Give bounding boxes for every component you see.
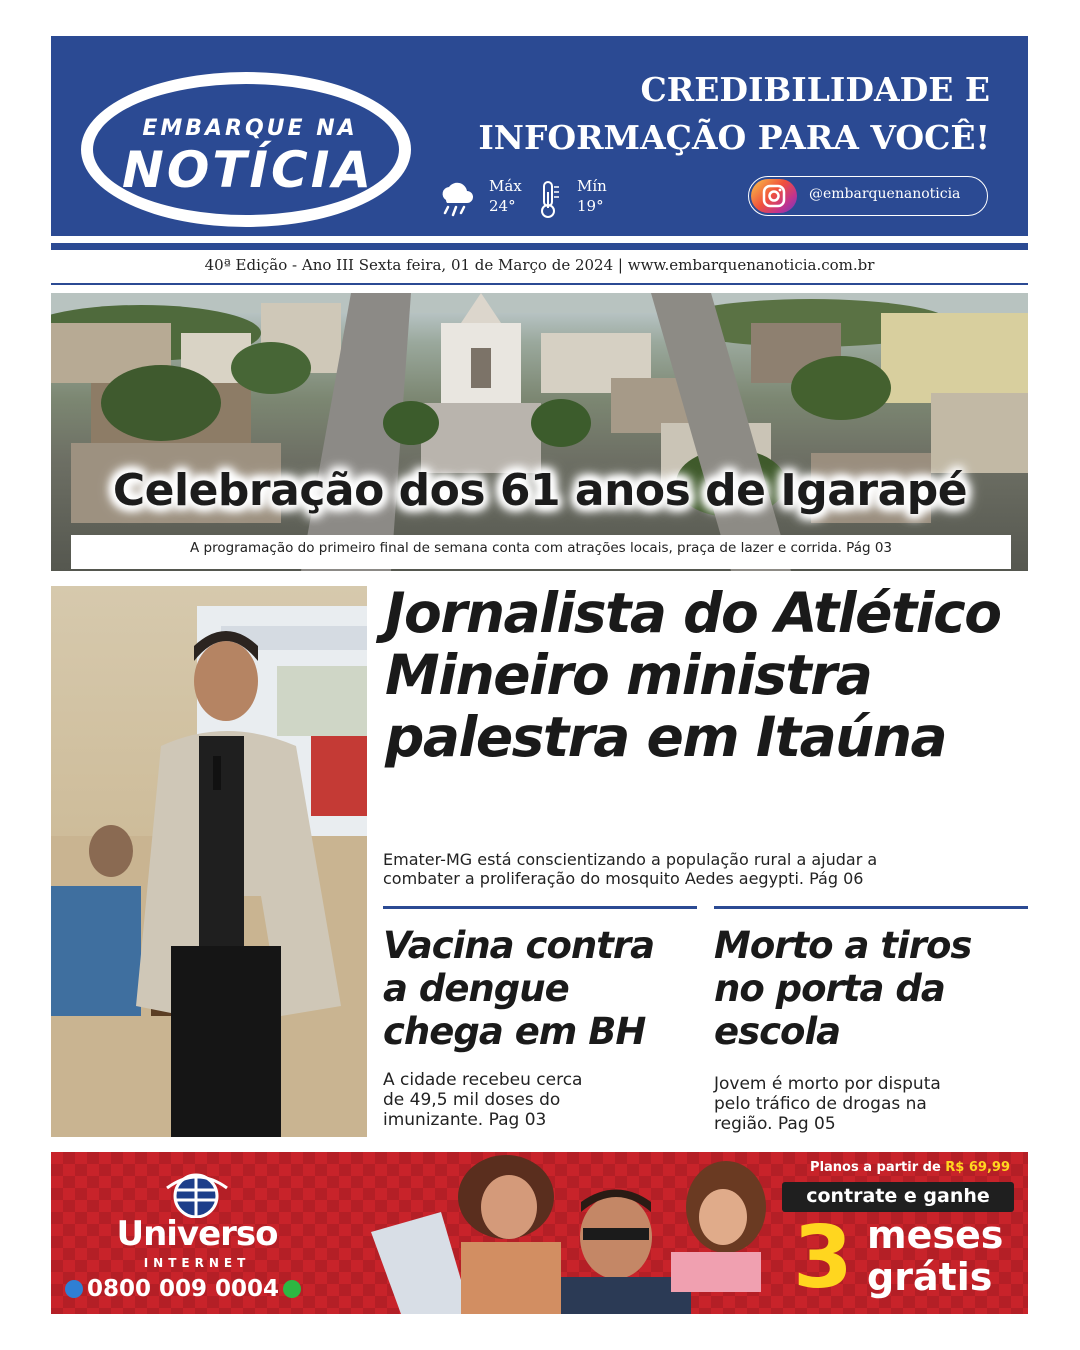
left-story-headline[interactable] bbox=[383, 924, 703, 1053]
header-rule bbox=[51, 243, 1028, 250]
right-story-headline-line-3: escola bbox=[714, 1010, 841, 1053]
ad-planos bbox=[810, 1160, 1010, 1175]
ad-planos-price: R$ 69,99 bbox=[945, 1160, 1010, 1175]
weather-min-value: 19° bbox=[577, 197, 604, 215]
ad-banner[interactable] bbox=[51, 1152, 1028, 1314]
edition-rule bbox=[51, 283, 1028, 285]
slogan-line-1: CREDIBILIDADE E bbox=[640, 70, 990, 109]
hero-subtitle: A programação do primeiro final de semana conta com atrações locais, praça de lazer e corrida. Pág 03 bbox=[71, 535, 1011, 569]
main-story-headline[interactable]: Jornalista do Atlético Mineiro ministra palestra em Itaúna bbox=[385, 581, 1001, 769]
slogan bbox=[430, 66, 990, 162]
right-story-deck bbox=[714, 1074, 1026, 1134]
right-story-headline-line-1: Morto a tiros bbox=[714, 924, 972, 967]
weather-min bbox=[577, 176, 607, 216]
left-story-headline-line-3: chega em BH bbox=[383, 1010, 646, 1053]
ad-number: 3 bbox=[793, 1208, 853, 1308]
main-story-deck bbox=[383, 850, 1023, 888]
instagram-icon bbox=[751, 179, 797, 213]
weather-max-label: Máx bbox=[489, 177, 522, 195]
main-story-deck-line-2: combater a proliferação do mosquito Aedes aegypti. Pág 06 bbox=[383, 869, 864, 888]
ad-meses: meses bbox=[867, 1213, 1004, 1257]
hero-title[interactable]: Celebração dos 61 anos de Igarapé bbox=[112, 465, 968, 516]
right-story-rule bbox=[714, 906, 1028, 909]
masthead bbox=[51, 36, 1028, 236]
left-story-deck bbox=[383, 1070, 693, 1130]
main-story-deck-line-1: Emater-MG está conscientizando a população rural a ajudar a bbox=[383, 850, 878, 869]
weather-max-value: 24° bbox=[489, 197, 516, 215]
left-story-headline-line-2: a dengue bbox=[383, 967, 569, 1010]
right-story-deck-line-1: Jovem é morto por disputa bbox=[714, 1074, 941, 1094]
hero-aerial-photo bbox=[51, 293, 1028, 571]
instagram-handle: @embarquenanoticia bbox=[809, 186, 961, 202]
logo-top-text: EMBARQUE NA bbox=[142, 116, 358, 141]
ad-offer bbox=[867, 1214, 1003, 1298]
left-story-rule bbox=[383, 906, 697, 909]
left-story-deck-line-1: A cidade recebeu cerca bbox=[383, 1070, 583, 1090]
thermometer-icon bbox=[537, 180, 561, 225]
whatsapp-icon bbox=[283, 1280, 301, 1298]
left-story-deck-line-2: de 49,5 mil doses do bbox=[383, 1090, 561, 1110]
right-story-deck-line-3: região. Pag 05 bbox=[714, 1114, 836, 1134]
logo-main-text: NOTÍCIA bbox=[121, 141, 375, 199]
left-story-deck-line-3: imunizante. Pag 03 bbox=[383, 1110, 547, 1130]
edition-line: 40ª Edição - Ano III Sexta feira, 01 de Março de 2024 | www.embarquenanoticia.com.br bbox=[204, 256, 875, 274]
right-story-headline-line-2: no porta da bbox=[714, 967, 945, 1010]
phone-icon bbox=[65, 1280, 83, 1298]
ad-cta-button[interactable]: contrate e ganhe bbox=[782, 1182, 1014, 1212]
left-story-headline-line-1: Vacina contra bbox=[383, 924, 655, 967]
rain-cloud-icon bbox=[437, 180, 475, 225]
weather-max bbox=[489, 176, 522, 216]
ad-planos-prefix: Planos a partir de bbox=[810, 1160, 946, 1175]
hero-story[interactable] bbox=[51, 293, 1028, 571]
main-story-photo bbox=[51, 586, 367, 1137]
ad-brand: Universo bbox=[116, 1214, 278, 1254]
slogan-line-2: INFORMAÇÃO PARA VOCÊ! bbox=[478, 118, 990, 157]
weather-min-label: Mín bbox=[577, 177, 607, 195]
ad-phone[interactable] bbox=[65, 1276, 325, 1302]
ad-phone-number: 0800 009 0004 bbox=[87, 1276, 280, 1302]
ad-brand-sub: INTERNET bbox=[143, 1256, 251, 1270]
right-story-deck-line-2: pelo tráfico de drogas na bbox=[714, 1094, 927, 1114]
ad-gratis: grátis bbox=[867, 1255, 993, 1299]
instagram-link[interactable] bbox=[748, 176, 988, 216]
globe-icon bbox=[161, 1170, 231, 1218]
right-story-headline[interactable] bbox=[714, 924, 1024, 1053]
ad-family-photo bbox=[351, 1152, 791, 1314]
